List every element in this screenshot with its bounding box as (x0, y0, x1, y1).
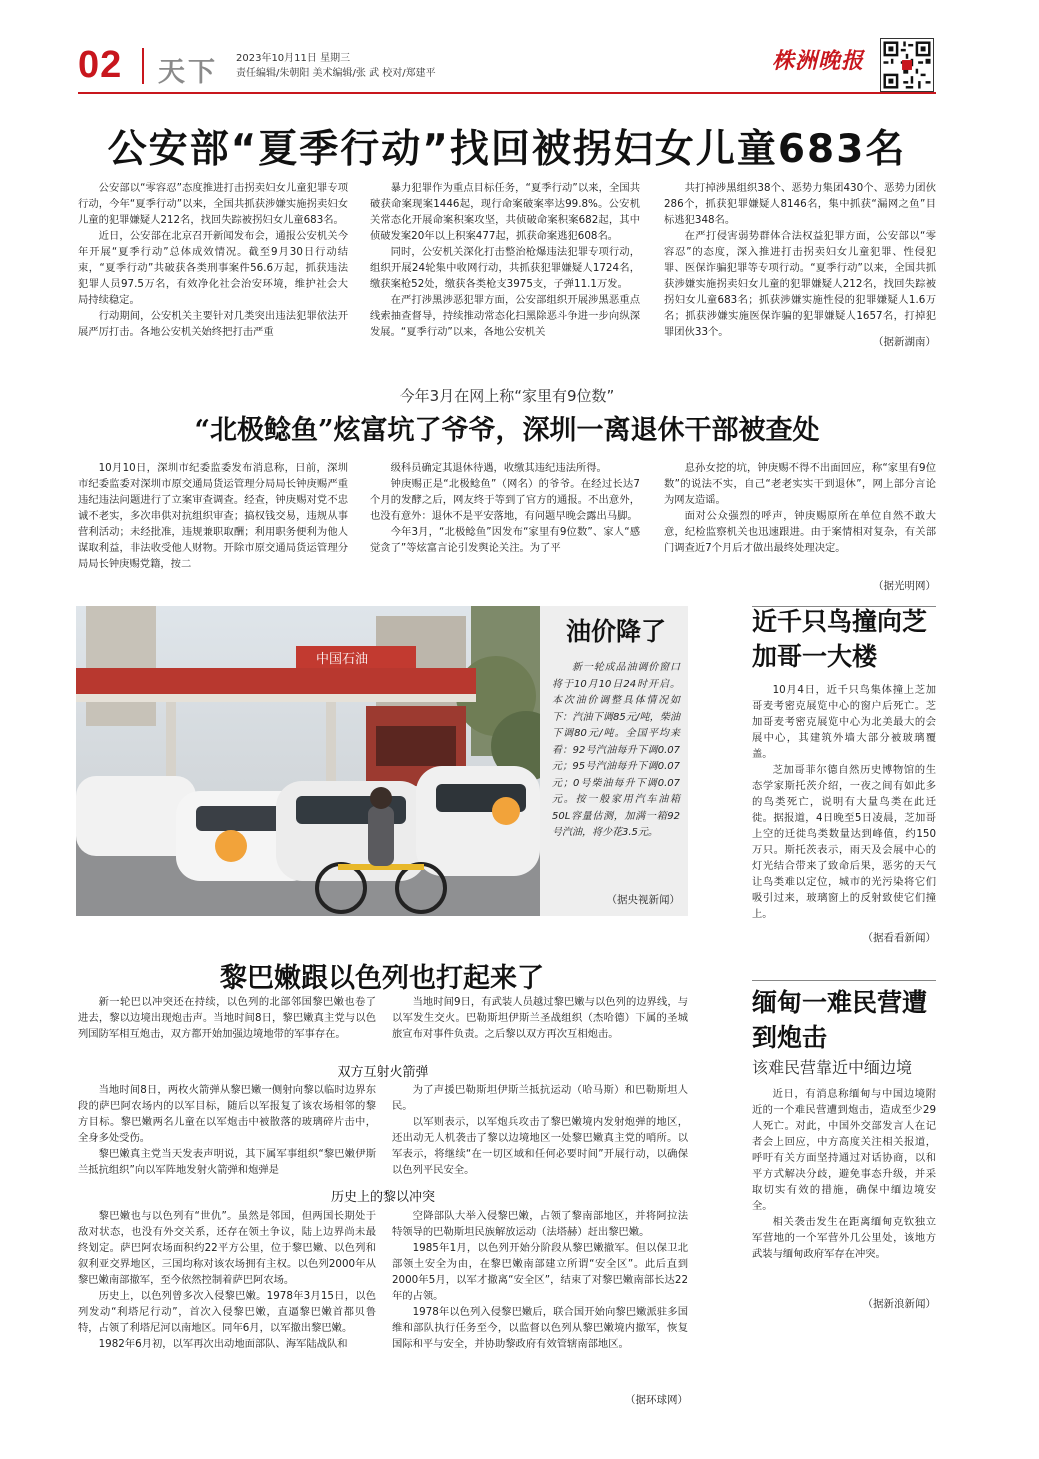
paragraph: 在严打涉黑涉恶犯罪方面，公安部组织开展涉黑恶重点线索抽查督导，持续推动常态化扫黑除恶斗争进一步向纵深发展。“夏季行动”以来，各地公安机关 (370, 294, 640, 338)
article1-column-1 (78, 180, 348, 340)
paragraph: 10月10日，深圳市纪委监委发布消息称，日前，深圳市纪委监委对深圳市原交通局货运管理分局局长钟庚赐严重违纪违法问题进行了立案审查调查。经查，钟庚赐对党不忠诚不老实，多次串供对抗组织审查；搞权钱交易，违规从事营利活动；未经批准，违规兼职取酬；利用职务便利为他人谋取利益，非法收受他人财物。开除市原交通局货运管理分局局长钟庚赐党籍，按二 (78, 462, 348, 570)
paragraph: 暴力犯罪作为重点目标任务，“夏季行动”以来，全国共破获命案现案1446起，现行命案破案率达99.8%。公安机关常态化开展命案积案攻坚，共侦破命案积案682起，其中侦破发案20年以上积案477起，抓获命案逃犯608名。 (370, 182, 640, 242)
birds-body (752, 682, 936, 922)
paragraph: 当地时间8日，两枚火箭弹从黎巴嫩一侧射向黎以临时边界东段的萨巴阿农场内的以军目标，随后以军报复了该农场相邻的黎方目标。黎巴嫩两名儿童在以军炮击中被散落的玻璃碎片击中，全身多处受伤。 (78, 1084, 376, 1144)
qr-code-icon (880, 38, 934, 92)
paragraph: 相关袭击发生在距离缅甸克钦独立军营地的一个军营外几公里处，该地方武装与缅甸政府军存在冲突。 (752, 1216, 936, 1260)
paragraph: 1985年1月，以色列开始分阶段从黎巴嫩撤军。但以保卫北部领土安全为由，在黎巴嫩南部建立所谓“安全区”。此后直到2000年5月，以军才撤离“安全区”，结束了对黎巴嫩南部长达22年的占领。 (392, 1242, 688, 1302)
paragraph: 当地时间9日，有武装人员越过黎巴嫩与以色列的边界线，与以军发生交火。巴勒斯坦伊斯兰圣战组织（杰哈德）下属的圣城旅宣布对事件负责。之后黎以双方再次互相炮击。 (392, 996, 688, 1040)
headline-beiji-nianyu: “北极鲶鱼”炫富坑了爷爷，深圳一离退休干部被查处 (194, 415, 820, 446)
editor-credits: 责任编辑/朱朝阳 美术编辑/张 武 校对/郑建平 (236, 68, 436, 79)
article2-column-1 (78, 460, 348, 572)
paragraph: 新一轮成品油调价窗口将于10月10日24时开启。本次油价调整具体情况如下：汽油下调85元/吨，柴油下调80元/吨。全国平均来看：92号汽油每升下调0.07元；95号汽油每升下调0.07元；0号柴油每升下调0.07元。按一般家用汽车油箱50L容量估测，加满一箱92号汽油，将少花3.5元。 (552, 662, 680, 838)
birds-headline: 近千只鸟撞向芝加哥一大楼 (752, 607, 928, 671)
lebanon-history-column-1 (78, 1208, 376, 1352)
paragraph: 今年3月，“北极鲶鱼”因发布“家里有9位数”、家人“感觉贪了”等炫富言论引发舆论关注。为了平 (370, 526, 640, 554)
lebanon-rockets-column-1 (78, 1082, 376, 1178)
article1-source: （据新湖南） (873, 336, 936, 348)
newspaper-name: 株洲晚报 (772, 48, 865, 74)
lebanon-rockets-column-2 (392, 1082, 688, 1178)
paragraph: 在严打侵害弱势群体合法权益犯罪方面，公安部以“零容忍”的态度，深入推进打击拐卖妇女儿童犯罪、性侵犯罪、医保诈骗犯罪等专项行动。“夏季行动”以来，全国共抓获涉嫌实施拐卖妇女儿童的犯罪嫌疑人212名，找回失踪被拐妇女儿童683名；抓获涉嫌实施性侵的犯罪嫌疑人1.6万名；抓获涉嫌实施医保诈骗的犯罪嫌疑人1657名，打掉犯罪团伙33个。 (664, 230, 936, 338)
masthead-divider (142, 48, 144, 84)
paragraph: 黎巴嫩真主党当天发表声明说，其下属军事组织“黎巴嫩伊斯兰抵抗组织”向以军阵地发射火箭弹和炮弹是 (78, 1148, 376, 1176)
lebanon-intro-column-2 (392, 994, 688, 1042)
myanmar-body (752, 1086, 936, 1262)
lebanon-history-column-2 (392, 1208, 688, 1352)
paragraph: 近日，有消息称缅甸与中国边境附近的一个难民营遭到炮击，造成至少29人死亡。对此，中国外交部发言人在记者会上回应，中方高度关注相关报道，呼吁有关方面坚持通过对话协商，以和平方式解决分歧，避免事态升级，并采取切实有效的措施，确保中缅边境安全。 (752, 1088, 936, 1212)
headline-lebanon: 黎巴嫩跟以色列也打起来了 (220, 963, 544, 994)
section-name: 天下 (158, 57, 218, 88)
article1-column-3 (664, 180, 936, 340)
paragraph: 1982年6月初，以军再次出动地面部队、海军陆战队和 (98, 1338, 348, 1350)
lebanon-source: （据环球网） (625, 1394, 688, 1406)
paragraph: 空降部队大举入侵黎巴嫩，占领了黎南部地区，并将阿拉法特领导的巴勒斯坦民族解放运动（法塔赫）赶出黎巴嫩。 (392, 1210, 688, 1238)
paragraph: 1978年以色列入侵黎巴嫩后，联合国开始向黎巴嫩派驻多国维和部队执行任务至今，以监督以色列从黎巴嫩境内撤军，恢复国际和平与安全，并协助黎政府有效管辖南部地区。 (392, 1306, 688, 1350)
paragraph: 级科员确定其退休待遇，收缴其违纪违法所得。 (390, 462, 607, 474)
paragraph: 近日，公安部在北京召开新闻发布会，通报公安机关今年开展“夏季行动”总体成效情况。截至9月30日行动结束，“夏季行动”共破获各类刑事案件56.6万起，抓获违法犯罪人员97.5万名，有效净化社会治安环境，维护社会大局持续稳定。 (78, 230, 348, 306)
paragraph: 同时，公安机关深化打击整治枪爆违法犯罪专项行动，组织开展24轮集中收网行动，共抓获犯罪嫌疑人1724名，缴获案枪52处，缴获各类枪支3975支，子弹11.1万发。 (370, 246, 640, 290)
lebanon-subhead-history: 历史上的黎以冲突 (330, 1190, 435, 1205)
article1-column-2 (370, 180, 640, 340)
lebanon-intro-column-1 (78, 994, 376, 1042)
paragraph: 钟庚赐正是“北极鲶鱼”（网名）的爷爷。在经过长达7个月的发酵之后，网友终于等到了官方的通报。不出意外，也没有意外：退休不是平安落地，有问题早晚会露出马脚。 (370, 478, 640, 522)
article2-source: （据光明网） (873, 580, 936, 592)
paragraph: 新一轮巴以冲突还在持续，以色列的北部邻国黎巴嫩也卷了进去，黎以边境出现炮击声。当地时间8日，黎巴嫩真主党与以色列国防军相互炮击，双方都开始加强边境地带的军事存在。 (78, 996, 376, 1040)
gas-station-photo (76, 606, 540, 916)
kicker-beiji-nianyu: 今年3月在网上称“家里有9位数” (399, 387, 615, 405)
myanmar-headline: 缅甸一难民营遭到炮击 (752, 988, 928, 1052)
paragraph: 10月4日，近千只鸟集体撞上芝加哥麦考密克展览中心的窗户后死亡。芝加哥麦考密克展览中心为北美最大的会展中心，其建筑外墙大部分被玻璃覆盖。 (752, 684, 936, 760)
myanmar-subtitle: 该难民营靠近中缅边境 (752, 1058, 913, 1077)
paragraph: 黎巴嫩也与以色列有“世仇”。虽然是邻国，但两国长期处于敌对状态，也没有外交关系，还存在领土争议，陆上边界尚未最终划定。萨巴阿农场面积约22平方公里，位于黎巴嫩、以色列和叙利亚交界地区，三国均称对该农场拥有主权。以色列2000年从黎巴嫩南部撤军，至今依然控制着萨巴阿农场。 (78, 1210, 376, 1286)
page-number: 02 (78, 44, 123, 86)
paragraph: 共打掉涉黑组织38个、恶势力集团430个、恶势力团伙286个，抓获犯罪嫌疑人8146名，集中抓获“漏网之鱼”目标逃犯348名。 (664, 182, 936, 226)
paragraph: 芝加哥菲尔德自然历史博物馆的生态学家斯托茨介绍，一夜之间有如此多的鸟类死亡，说明有大量鸟类在此迁徙。据报道，4日晚至5日凌晨，芝加哥上空的迁徙鸟类数量达到峰值，约150万只。斯托茨表示，雨天及会展中心的灯光结合带来了致命后果，恶劣的天气让鸟类难以定位，城市的光污染将它们吸引过来，玻璃窗上的反射致使它们撞上。 (752, 764, 936, 920)
station-sign: 中国石油 (316, 652, 369, 667)
paragraph: 息孙女挖的坑，钟庚赐不得不出面回应，称“家里有9位数”的说法不实，自己“老老实实干到退休”，网上部分言论为网友造谣。 (664, 462, 936, 506)
oil-price-text (552, 660, 680, 842)
oil-price-source: （据央视新闻） (606, 894, 680, 906)
paragraph: 为了声援巴勒斯坦伊斯兰抵抗运动（哈马斯）和巴勒斯坦人民。 (392, 1084, 688, 1112)
paragraph: 行动期间，公安机关主要针对几类突出违法犯罪依法开展严厉打击。各地公安机关始终把打击严重 (78, 310, 348, 338)
paragraph: 历史上，以色列曾多次入侵黎巴嫩。1978年3月15日，以色列发动“利塔尼行动”，首次入侵黎巴嫩，直逼黎巴嫩首都贝鲁特，占领了利塔尼河以南地区。同年6月，以军撤出黎巴嫩。 (78, 1290, 376, 1334)
issue-date: 2023年10月11日 星期三 (236, 53, 351, 64)
lebanon-subhead-rockets: 双方互射火箭弹 (337, 1065, 429, 1080)
paragraph: 公安部以“零容忍”态度推进打击拐卖妇女儿童犯罪专项行动，今年“夏季行动”以来，全国共抓获涉嫌实施拐卖妇女儿童的犯罪嫌疑人212名，找回失踪被拐妇女儿童683名。 (78, 182, 348, 226)
oil-price-title: 油价降了 (565, 617, 666, 646)
birds-source: （据看看新闻） (862, 932, 936, 944)
myanmar-source: （据新浪新闻） (862, 1298, 936, 1310)
newspaper-logo (772, 44, 866, 74)
article2-column-3 (664, 460, 936, 556)
paragraph: 面对公众强烈的呼声，钟庚赐原所在单位自然不敢大意，纪检监察机关也迅速跟进。由于案情相对复杂，有关部门调查近7个月后才做出最终处理决定。 (664, 510, 936, 554)
article2-column-2 (370, 460, 640, 556)
myanmar-rule (752, 980, 936, 981)
headline-summer-action: 公安部“夏季行动”找回被拐妇女儿童683名 (107, 127, 907, 172)
masthead-rule (78, 92, 936, 94)
masthead-meta (236, 51, 436, 81)
paragraph: 以军则表示，以军炮兵攻击了黎巴嫩境内发射炮弹的地区，还出动无人机袭击了黎以边境地区一处黎巴嫩真主党的哨所。以军表示，将继续“在一切区域和任何必要时间”开展行动，以确保以色列平民安全。 (392, 1116, 688, 1176)
